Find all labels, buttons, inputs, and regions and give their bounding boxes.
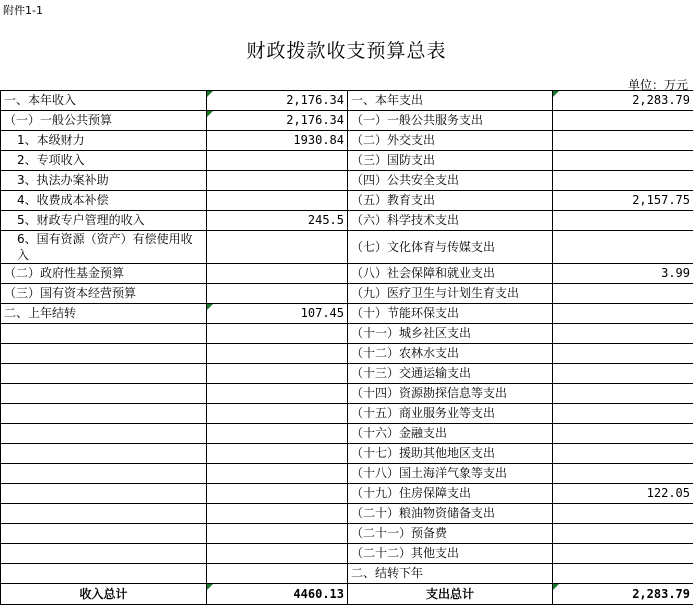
table-body — [1, 91, 693, 584]
expense-total-value: 2,283.79 — [553, 584, 693, 605]
unit-label: 单位：万元 — [628, 76, 688, 93]
income-item-label — [1, 504, 207, 524]
expense-item-value — [553, 384, 693, 404]
table-row — [1, 151, 693, 171]
income-item-value — [207, 404, 348, 424]
expense-item-label: （一）一般公共服务支出 — [348, 111, 553, 131]
income-item-value — [207, 151, 348, 171]
income-item-value — [207, 504, 348, 524]
income-total-value: 4460.13 — [207, 584, 348, 605]
table-row — [1, 364, 693, 384]
income-item-label — [1, 564, 207, 584]
budget-table — [0, 90, 693, 605]
expense-item-label: 二、结转下年 — [348, 564, 553, 584]
income-item-value — [207, 324, 348, 344]
income-item-label — [1, 524, 207, 544]
table-row — [1, 484, 693, 504]
income-item-label: 二、上年结转 — [1, 304, 207, 324]
table-row — [1, 91, 693, 111]
expense-item-label: （十一）城乡社区支出 — [348, 324, 553, 344]
page-title: 财政拨款收支预算总表 — [0, 36, 693, 63]
expense-item-value: 122.05 — [553, 484, 693, 504]
table-row — [1, 191, 693, 211]
income-item-label: （二）政府性基金预算 — [1, 264, 207, 284]
income-item-label: （一）一般公共预算 — [1, 111, 207, 131]
expense-item-label: （十）节能环保支出 — [348, 304, 553, 324]
expense-item-value — [553, 131, 693, 151]
income-item-value — [207, 424, 348, 444]
income-item-label: 一、本年收入 — [1, 91, 207, 111]
expense-item-label: （十三）交通运输支出 — [348, 364, 553, 384]
expense-item-label: （六）科学技术支出 — [348, 211, 553, 231]
expense-item-label: （五）教育支出 — [348, 191, 553, 211]
expense-item-label: （二十一）预备费 — [348, 524, 553, 544]
attachment-label: 附件1-1 — [3, 2, 43, 18]
expense-item-value — [553, 231, 693, 264]
expense-item-value — [553, 524, 693, 544]
expense-item-value — [553, 504, 693, 524]
table-row — [1, 344, 693, 364]
table-row — [1, 404, 693, 424]
expense-item-value — [553, 151, 693, 171]
table-row — [1, 211, 693, 231]
expense-total-label: 支出总计 — [348, 584, 553, 605]
expense-item-value: 2,157.75 — [553, 191, 693, 211]
income-item-label: 3、执法办案补助 — [1, 171, 207, 191]
income-item-label — [1, 384, 207, 404]
income-item-value — [207, 384, 348, 404]
income-item-value — [207, 344, 348, 364]
income-item-value — [207, 524, 348, 544]
income-item-label — [1, 324, 207, 344]
income-item-label — [1, 484, 207, 504]
expense-item-value — [553, 564, 693, 584]
income-item-value — [207, 284, 348, 304]
expense-item-label: （二十）粮油物资储备支出 — [348, 504, 553, 524]
income-item-value: 2,176.34 — [207, 91, 348, 111]
expense-item-value — [553, 304, 693, 324]
income-item-label — [1, 364, 207, 384]
expense-item-value — [553, 211, 693, 231]
income-item-value — [207, 171, 348, 191]
income-item-value: 107.45 — [207, 304, 348, 324]
table-row — [1, 544, 693, 564]
income-item-value: 1930.84 — [207, 131, 348, 151]
income-item-label: 6、国有资源（资产）有偿使用收入 — [1, 231, 207, 264]
table-row — [1, 111, 693, 131]
income-item-value — [207, 191, 348, 211]
income-item-value — [207, 544, 348, 564]
income-item-label — [1, 424, 207, 444]
expense-item-label: （二十二）其他支出 — [348, 544, 553, 564]
table-row — [1, 464, 693, 484]
expense-item-label: （十五）商业服务业等支出 — [348, 404, 553, 424]
income-item-label — [1, 344, 207, 364]
expense-item-value — [553, 111, 693, 131]
table-row — [1, 524, 693, 544]
income-item-value — [207, 564, 348, 584]
expense-item-label: （十四）资源勘探信息等支出 — [348, 384, 553, 404]
income-item-label: 4、收费成本补偿 — [1, 191, 207, 211]
income-item-label — [1, 544, 207, 564]
expense-item-value — [553, 464, 693, 484]
table-row — [1, 284, 693, 304]
table-row — [1, 504, 693, 524]
income-item-label — [1, 444, 207, 464]
expense-item-label: 一、本年支出 — [348, 91, 553, 111]
expense-item-value — [553, 364, 693, 384]
totals-row — [1, 584, 693, 605]
expense-item-value — [553, 444, 693, 464]
income-item-label: 1、本级财力 — [1, 131, 207, 151]
table-row — [1, 304, 693, 324]
expense-item-label: （十七）援助其他地区支出 — [348, 444, 553, 464]
table-row — [1, 424, 693, 444]
expense-item-value — [553, 544, 693, 564]
income-item-value — [207, 444, 348, 464]
table-row — [1, 171, 693, 191]
income-item-value: 2,176.34 — [207, 111, 348, 131]
income-total-label: 收入总计 — [1, 584, 207, 605]
table-row — [1, 444, 693, 464]
table-row — [1, 384, 693, 404]
expense-item-label: （三）国防支出 — [348, 151, 553, 171]
income-item-value — [207, 464, 348, 484]
table-row — [1, 131, 693, 151]
expense-item-value — [553, 171, 693, 191]
income-item-value — [207, 364, 348, 384]
table-row — [1, 231, 693, 264]
expense-item-value — [553, 404, 693, 424]
income-item-label: 5、财政专户管理的收入 — [1, 211, 207, 231]
income-item-label: 2、专项收入 — [1, 151, 207, 171]
income-item-value: 245.5 — [207, 211, 348, 231]
income-item-value — [207, 264, 348, 284]
expense-item-label: （十九）住房保障支出 — [348, 484, 553, 504]
expense-item-value: 3.99 — [553, 264, 693, 284]
expense-item-label: （十八）国土海洋气象等支出 — [348, 464, 553, 484]
expense-item-label: （四）公共安全支出 — [348, 171, 553, 191]
expense-item-label: （七）文化体育与传媒支出 — [348, 231, 553, 264]
expense-item-label: （十二）农林水支出 — [348, 344, 553, 364]
table-row — [1, 264, 693, 284]
expense-item-value: 2,283.79 — [553, 91, 693, 111]
table-row — [1, 564, 693, 584]
expense-item-value — [553, 324, 693, 344]
income-item-label: （三）国有资本经营预算 — [1, 284, 207, 304]
expense-item-label: （二）外交支出 — [348, 131, 553, 151]
expense-item-label: （九）医疗卫生与计划生育支出 — [348, 284, 553, 304]
income-item-label — [1, 464, 207, 484]
income-item-value — [207, 484, 348, 504]
income-item-value — [207, 231, 348, 264]
expense-item-label: （八）社会保障和就业支出 — [348, 264, 553, 284]
expense-item-value — [553, 424, 693, 444]
expense-item-value — [553, 344, 693, 364]
expense-item-label: （十六）金融支出 — [348, 424, 553, 444]
income-item-label — [1, 404, 207, 424]
table-row — [1, 324, 693, 344]
expense-item-value — [553, 284, 693, 304]
